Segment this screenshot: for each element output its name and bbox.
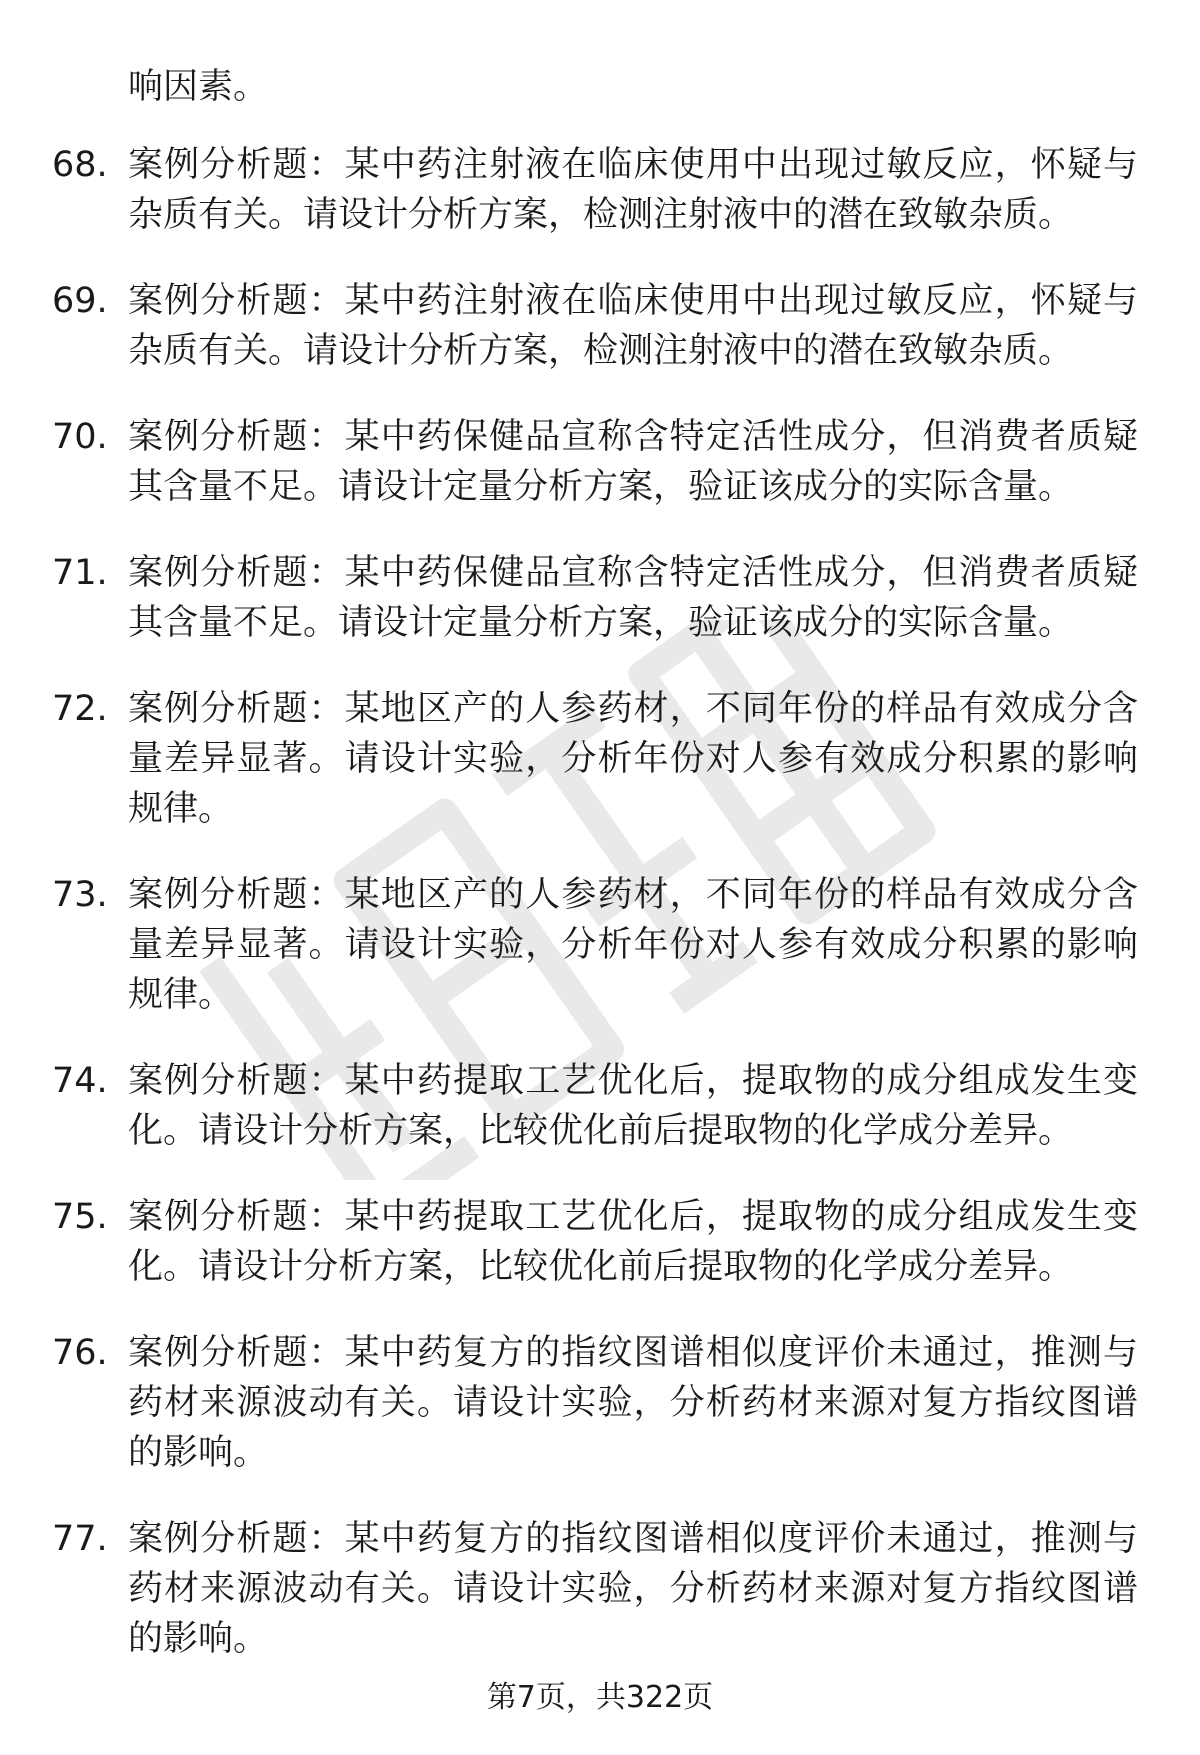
question-item: [0, 548, 1200, 648]
question-text: 案例分析题：某中药复方的指纹图谱相似度评价未通过，推测与药材来源波动有关。请设计实验，分析药材来源对复方指纹图谱的影响。: [128, 1333, 1138, 1473]
question-item: [0, 1514, 1200, 1664]
question-number: 70.: [52, 417, 108, 457]
question-text: 案例分析题：某中药提取工艺优化后，提取物的成分组成发生变化。请设计分析方案，比较优化前后提取物的化学成分差异。: [128, 1061, 1138, 1151]
question-text: 案例分析题：某中药注射液在临床使用中出现过敏反应，怀疑与杂质有关。请设计分析方案，检测注射液中的潜在致敏杂质。: [128, 281, 1138, 371]
question-item: [0, 412, 1200, 512]
question-number: 73.: [52, 875, 108, 915]
question-number: 75.: [52, 1197, 108, 1237]
question-number: 68.: [52, 145, 108, 185]
question-text: 案例分析题：某中药提取工艺优化后，提取物的成分组成发生变化。请设计分析方案，比较优化前后提取物的化学成分差异。: [128, 1197, 1138, 1287]
question-text: 案例分析题：某中药注射液在临床使用中出现过敏反应，怀疑与杂质有关。请设计分析方案，检测注射液中的潜在致敏杂质。: [128, 145, 1138, 235]
question-number: 69.: [52, 281, 108, 321]
question-number: 72.: [52, 689, 108, 729]
question-text: 案例分析题：某地区产的人参药材，不同年份的样品有效成分含量差异显著。请设计实验，分析年份对人参有效成分积累的影响规律。: [128, 689, 1138, 829]
question-number: 71.: [52, 553, 108, 593]
question-item: [0, 1056, 1200, 1156]
question-item: [0, 1192, 1200, 1292]
question-number: 74.: [52, 1061, 108, 1101]
question-item: [0, 1328, 1200, 1478]
question-text: 案例分析题：某中药复方的指纹图谱相似度评价未通过，推测与药材来源波动有关。请设计实验，分析药材来源对复方指纹图谱的影响。: [128, 1519, 1138, 1659]
question-text: 案例分析题：某地区产的人参药材，不同年份的样品有效成分含量差异显著。请设计实验，分析年份对人参有效成分积累的影响规律。: [128, 875, 1138, 1015]
question-item: [0, 276, 1200, 376]
question-text: 案例分析题：某中药保健品宣称含特定活性成分，但消费者质疑其含量不足。请设计定量分析方案，验证该成分的实际含量。: [128, 553, 1138, 643]
question-item: [0, 870, 1200, 1020]
question-text: 案例分析题：某中药保健品宣称含特定活性成分，但消费者质疑其含量不足。请设计定量分析方案，验证该成分的实际含量。: [128, 417, 1138, 507]
question-number: 76.: [52, 1333, 108, 1373]
question-number: 77.: [52, 1519, 108, 1559]
question-item: [0, 684, 1200, 834]
question-item: [0, 140, 1200, 240]
continuation-text: 响因素。: [128, 67, 269, 107]
page-number-footer: 第7页，共322页: [486, 1680, 714, 1715]
question-list: [0, 140, 1200, 1700]
